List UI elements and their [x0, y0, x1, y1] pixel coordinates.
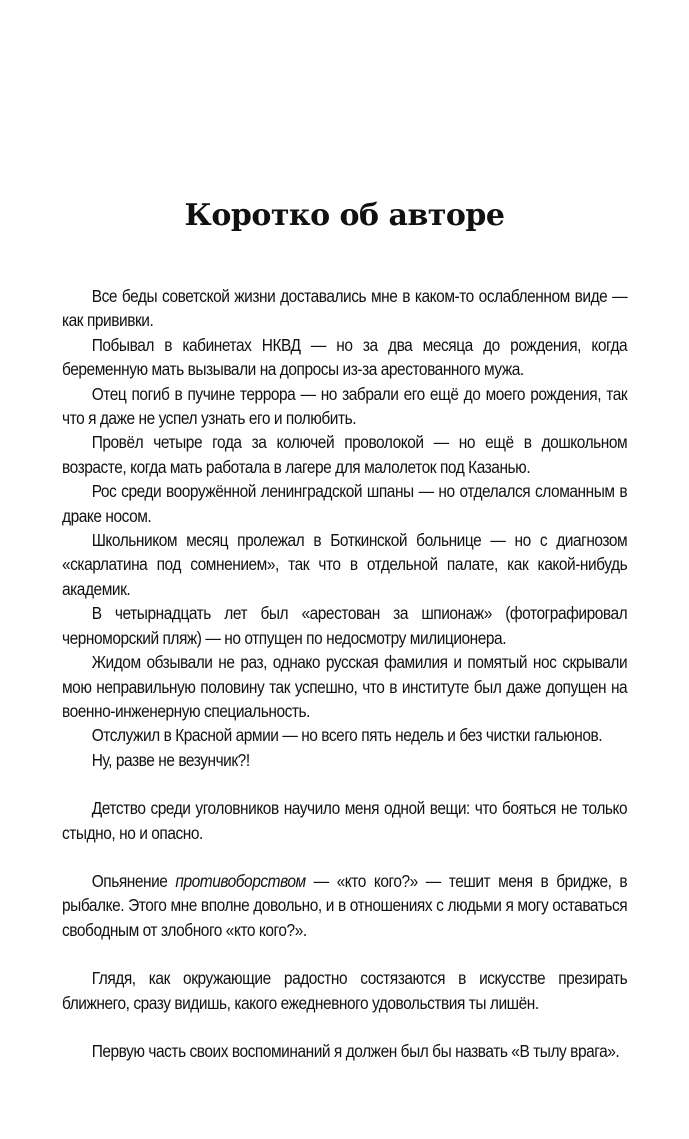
paragraph-5: Рос среди вооружённой ленинградской шпаны — но отделался сломанным в драке носом.	[62, 481, 628, 526]
paragraph-13: Глядя, как окружающие радостно состязаются в искусстве презирать ближнего, сразу видишь, какого ежедневного удовольствия ты лишён.	[62, 968, 628, 1013]
section-gap	[62, 845, 627, 869]
section-gap	[62, 942, 627, 966]
paragraph-6: Школьником месяц пролежал в Боткинской больнице — но с диагнозом «скарлатина под сомнением», так что в отдельной палате, как какой-нибудь академик.	[62, 530, 628, 599]
paragraph-11: Детство среди уголовников научило меня одной вещи: что бояться не только стыдно, но и опасно.	[62, 798, 628, 843]
paragraph-12-start: Опьянение	[91, 870, 176, 891]
paragraph-7: В четырнадцать лет был «арестован за шпионаж» (фотографировал черноморский пляж) — но отпущен по недосмотру милиционера.	[62, 603, 628, 648]
paragraph-3: Отец погиб в пучине террора — но забрали его ещё до моего рождения, так что я даже не успел узнать его и полюбить.	[62, 383, 628, 429]
paragraph-12-end: — «кто кого?» — тешит меня в бридже, в рыбалке. Этого мне вполне довольно, и в отношениях с людьми я могу оставаться свободным от злобного «кто кого?».	[62, 870, 628, 940]
page-title: Коротко об авторе	[184, 198, 505, 233]
paragraph-8: Жидом обзывали не раз, однако русская фамилия и помятый нос скрывали мою неправильную половину так успешно, что в институте был даже допущен на военно-инженерную специальность.	[62, 652, 628, 721]
section-gap	[62, 1015, 627, 1039]
paragraph-12-emphasis: противоборством	[175, 870, 306, 891]
paragraph-12	[62, 869, 627, 942]
paragraph-14: Первую часть своих воспоминаний я должен был бы назвать «В тылу врага».	[91, 1040, 620, 1061]
body-text	[62, 284, 627, 1063]
paragraph-2: Побывал в кабинетах НКВД — но за два месяца до рождения, когда беременную мать вызывали на допросы из-за арестованного мужа.	[62, 334, 628, 380]
paragraph-1: Все беды советской жизни доставались мне в каком-то ослабленном виде — как прививки.	[62, 286, 628, 331]
paragraph-4: Провёл четыре года за колючей проволокой — но ещё в дошкольном возрасте, когда мать работала в лагере для малолеток под Казанью.	[62, 432, 628, 477]
paragraph-10: Ну, разве не везунчик?!	[91, 749, 250, 770]
section-gap	[62, 772, 627, 796]
paragraph-9: Отслужил в Красной армии — но всего пять недель и без чистки гальюнов.	[91, 725, 603, 746]
